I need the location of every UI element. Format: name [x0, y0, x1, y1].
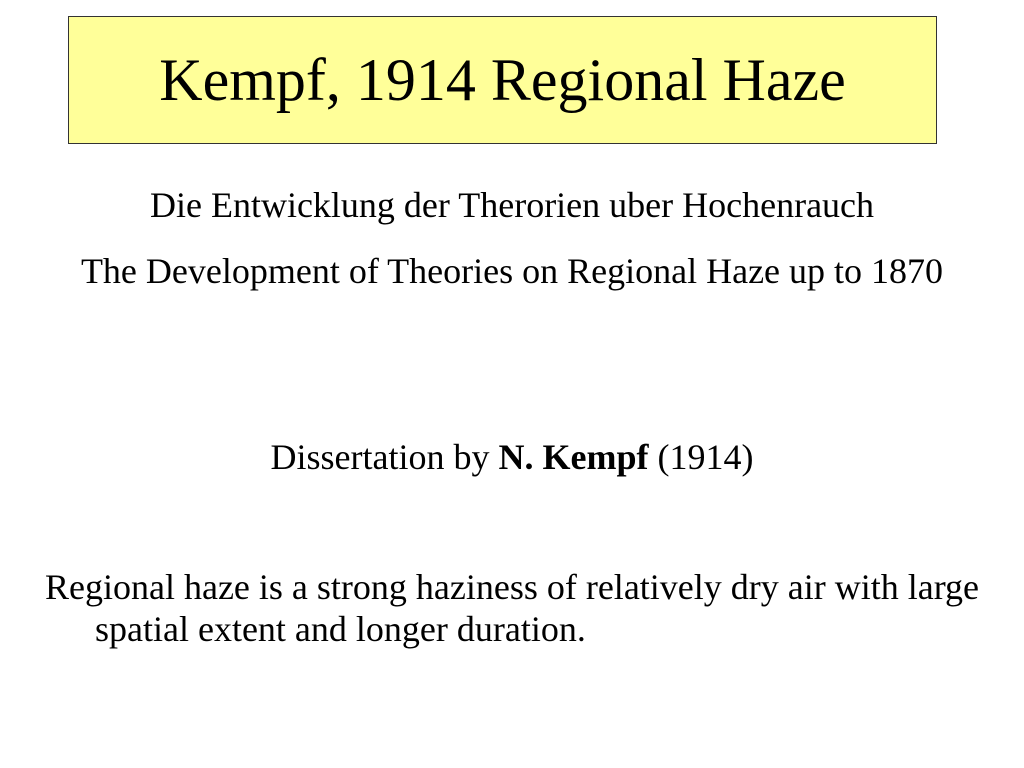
dissertation-prefix: Dissertation by: [270, 437, 499, 477]
slide-title: Kempf, 1914 Regional Haze: [159, 47, 846, 113]
dissertation-author: N. Kempf: [498, 437, 649, 477]
dissertation-year: (1914): [648, 437, 754, 477]
german-title-line: Die Entwicklung der Therorien uber Hochenrauch: [149, 185, 875, 225]
dissertation-line: [40, 436, 984, 478]
definition-paragraph: Regional haze is a strong haziness of relatively dry air with large spatial extent and longer duration.: [45, 567, 980, 650]
english-title-line: The Development of Theories on Regional Haze up to 1870: [80, 251, 944, 291]
title-box: [68, 16, 937, 144]
